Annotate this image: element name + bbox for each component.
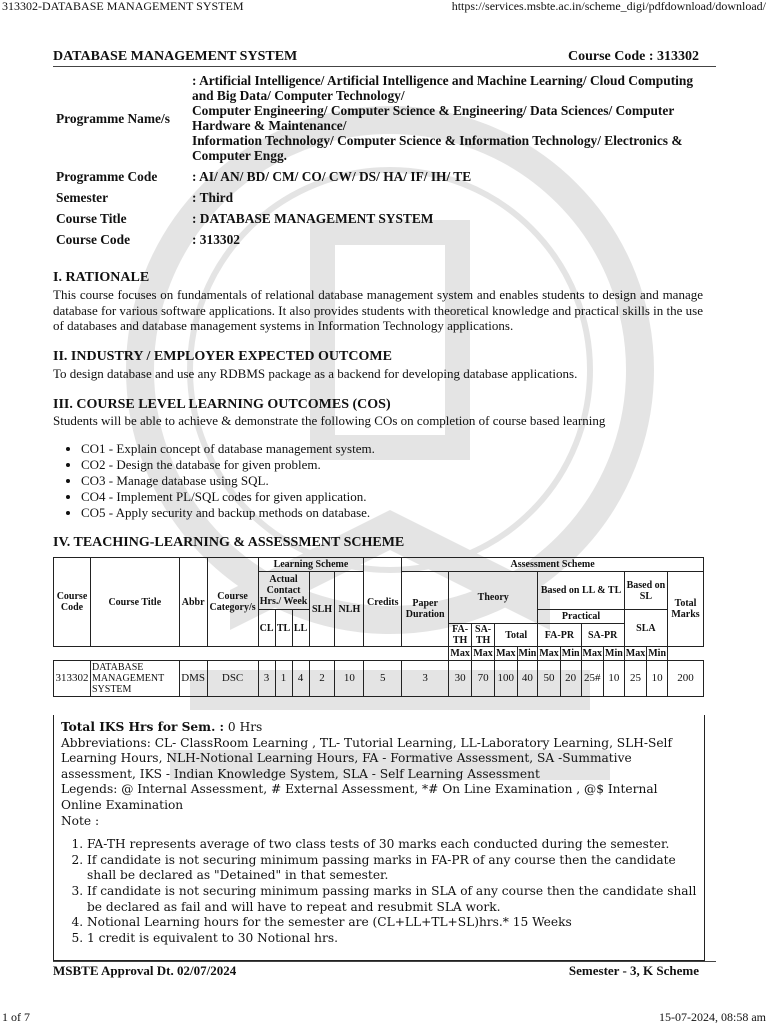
note-item: 4. Notional Learning hours for the semester are (CL+LL+TL+SL)hrs.* 15 Weeks [87, 915, 701, 931]
note-item: 2. If candidate is not securing minimum passing marks in FA-PR of any course then the candidate shall be declared as "Detained" in that semester. [87, 853, 701, 884]
rationale-text: This course focuses on fundamentals of relational database management system and enables students to design and manage database for various software applications. It also provides students with theoretical knowledge and practical skills in the use of databases and database management systems in Information Technology applications. [53, 287, 703, 334]
notes-section [61, 720, 701, 946]
col-total: Total [495, 624, 538, 647]
sub-min: Min [648, 648, 667, 659]
print-timestamp: 15-07-2024, 08:58 am [659, 1010, 766, 1024]
approval-date: MSBTE Approval Dt. 02/07/2024 [53, 963, 237, 978]
cell-ll: 4 [292, 661, 309, 697]
footer-divider [53, 961, 716, 962]
course-title-row [52, 208, 717, 229]
iks-value: 0 Hrs [224, 720, 263, 734]
cell-abbr: DMS [179, 661, 207, 697]
cell-code: 313302 [54, 661, 91, 697]
abbreviations-text: Abbreviations: CL- ClassRoom Learning , TL- Tutorial Learning, LL-Laboratory Learning, SLH-Self Learning Hours, NLH-Notional Learning Hours, FA - Formative Assessment, SA -Summative assessment, IKS - Indian Knowledge System, SLA - Self Learning Assessment [61, 735, 672, 781]
info-label: Semester [56, 190, 109, 205]
co-item: • CO4 - Implement PL/SQL codes for given application. [81, 489, 703, 505]
group-theory: Theory [449, 572, 538, 624]
sub-max: Max [582, 648, 602, 659]
col-ll: LL [292, 610, 309, 647]
col-slh: SLH [309, 572, 335, 647]
col-course-code: Course Code [54, 558, 91, 647]
col-fa-th: FA-TH [449, 624, 472, 647]
industry-heading: II. INDUSTRY / EMPLOYER EXPECTED OUTCOME [53, 349, 392, 364]
cell-fa-th-max: 30 [449, 661, 472, 697]
cell-paper-duration: 3 [402, 661, 449, 697]
col-tl: TL [275, 610, 292, 647]
col-fa-pr: FA-PR [538, 624, 581, 647]
scheme-heading: IV. TEACHING-LEARNING & ASSESSMENT SCHEME [53, 535, 405, 550]
sub-min: Min [605, 648, 623, 659]
table-row [54, 661, 704, 697]
cos-list-container [53, 441, 703, 521]
info-value: : DATABASE MANAGEMENT SYSTEM [192, 211, 434, 226]
sub-min: Min [518, 648, 537, 659]
programme-names-line: Computer Engineering/ Computer Science & Engineering/ Data Sciences/ Computer Hardware & Maintenance/ [192, 103, 675, 133]
programme-code-row [52, 165, 717, 187]
iks-label: Total IKS Hrs for Sem. : [61, 720, 225, 734]
programme-names-line: Information Technology/ Computer Science & Information Technology/ Electronics & Computer Engg. [192, 133, 683, 163]
cell-credits: 5 [364, 661, 402, 697]
info-value: : AI/ AN/ BD/ CM/ CO/ CW/ DS/ HA/ IF/ IH/ TE [192, 168, 472, 184]
cell-fa-pr-min: 20 [560, 661, 581, 697]
programme-names-value [188, 71, 717, 165]
col-course-title: Course Title [90, 558, 179, 647]
col-sa-th: SA-TH [472, 624, 495, 647]
semester-scheme: Semester - 3, K Scheme [568, 963, 699, 978]
co-item: • CO1 - Explain concept of database management system. [81, 441, 703, 457]
semester-row [52, 187, 717, 208]
col-nlh: NLH [335, 572, 364, 647]
document-title: DATABASE MANAGEMENT SYSTEM [53, 49, 298, 64]
notes-list [61, 837, 701, 946]
group-sla: SLA [624, 610, 667, 647]
col-paper-duration: Paper Duration [402, 572, 449, 647]
co-item: • CO2 - Design the database for given problem. [81, 457, 703, 473]
info-label: Course Title [56, 211, 127, 226]
sub-max: Max [625, 648, 646, 659]
iks-hours [61, 720, 701, 736]
programme-names-label: Programme Name/s [56, 110, 170, 126]
course-code-row [52, 229, 717, 250]
info-value: : 313302 [192, 232, 240, 247]
course-info-table [52, 71, 717, 250]
co-item: • CO5 - Apply security and backup methods on database. [81, 505, 703, 521]
cell-total-min: 40 [517, 661, 538, 697]
cos-heading: III. COURSE LEVEL LEARNING OUTCOMES (COS) [53, 397, 391, 412]
info-value: : Third [192, 190, 234, 205]
info-label: Programme Code [56, 168, 158, 184]
cell-nlh: 10 [335, 661, 364, 697]
sub-max: Max [473, 648, 493, 659]
cell-slh: 2 [309, 661, 335, 697]
course-code-heading: Course Code : 313302 [567, 49, 699, 64]
rationale-heading: I. RATIONALE [53, 270, 150, 285]
cell-title: DATABASE MANAGEMENT SYSTEM [90, 661, 179, 697]
print-header-url: https://services.msbte.ac.in/scheme_digi/pdfdownload/download/ [451, 0, 766, 13]
note-item: 3. If candidate is not securing minimum passing marks in SLA of any course then the candidate shall be declared as fail and will have to repeat and resubmit SLA work. [87, 884, 701, 915]
teaching-assessment-table [53, 557, 704, 697]
programme-names-line: : Artificial Intelligence/ Artificial Intelligence and Machine Learning/ Cloud Computing and Big Data/ Computer Technology/ [192, 73, 694, 103]
col-cl: CL [258, 610, 275, 647]
title-divider [53, 66, 716, 67]
cell-category: DSC [207, 661, 258, 697]
sub-min: Min [561, 648, 580, 659]
print-header-title: 313302-DATABASE MANAGEMENT SYSTEM [2, 0, 244, 13]
note-item: 5. 1 credit is equivalent to 30 Notional hrs. [87, 931, 701, 947]
group-learning-scheme: Learning Scheme [258, 558, 364, 572]
cell-tl: 1 [275, 661, 292, 697]
group-based-on-ll-tl: Based on LL & TL [538, 572, 624, 610]
industry-text: To design database and use any RDBMS package as a backend for developing database applications. [53, 366, 578, 381]
col-sa-pr: SA-PR [581, 624, 624, 647]
co-item: • CO3 - Manage database using SQL. [81, 473, 703, 489]
group-practical: Practical [538, 610, 624, 624]
cos-list [53, 441, 703, 521]
note-item: 1. FA-TH represents average of two class tests of 30 marks each conducted during the semester. [87, 837, 701, 853]
col-abbr: Abbr [179, 558, 207, 647]
cell-cl: 3 [258, 661, 275, 697]
sub-max: Max [496, 648, 516, 659]
cell-fa-pr-max: 50 [538, 661, 560, 697]
cell-total-max: 100 [495, 661, 517, 697]
group-actual-contact: Actual Contact Hrs./ Week [258, 572, 309, 610]
legends-text: Legends: @ Internal Assessment, # External Assessment, *# On Line Examination , @$ Internal Online Examination [61, 782, 658, 812]
col-credits: Credits [364, 558, 402, 647]
cos-intro: Students will be able to achieve & demonstrate the following COs on completion of course based learning [53, 413, 606, 428]
col-total-marks: Total Marks [668, 572, 704, 647]
programme-names-row [52, 71, 717, 165]
cell-total-marks: 200 [668, 661, 704, 697]
group-assessment-scheme: Assessment Scheme [402, 558, 704, 572]
col-course-category: Course Category/s [207, 558, 258, 647]
cell-sa-th-max: 70 [472, 661, 495, 697]
sub-max: Max [450, 648, 470, 659]
cell-sa-pr-min: 10 [604, 661, 625, 697]
cell-sla-min: 10 [647, 661, 668, 697]
group-based-on-sl: Based on SL [624, 572, 667, 610]
cell-sla-max: 25 [624, 661, 646, 697]
page-number: 1 of 7 [2, 1010, 30, 1024]
cell-sa-pr-max: 25# [581, 661, 603, 697]
info-label: Course Code [56, 232, 131, 247]
sub-max: Max [539, 648, 559, 659]
note-label: Note : [61, 813, 100, 828]
